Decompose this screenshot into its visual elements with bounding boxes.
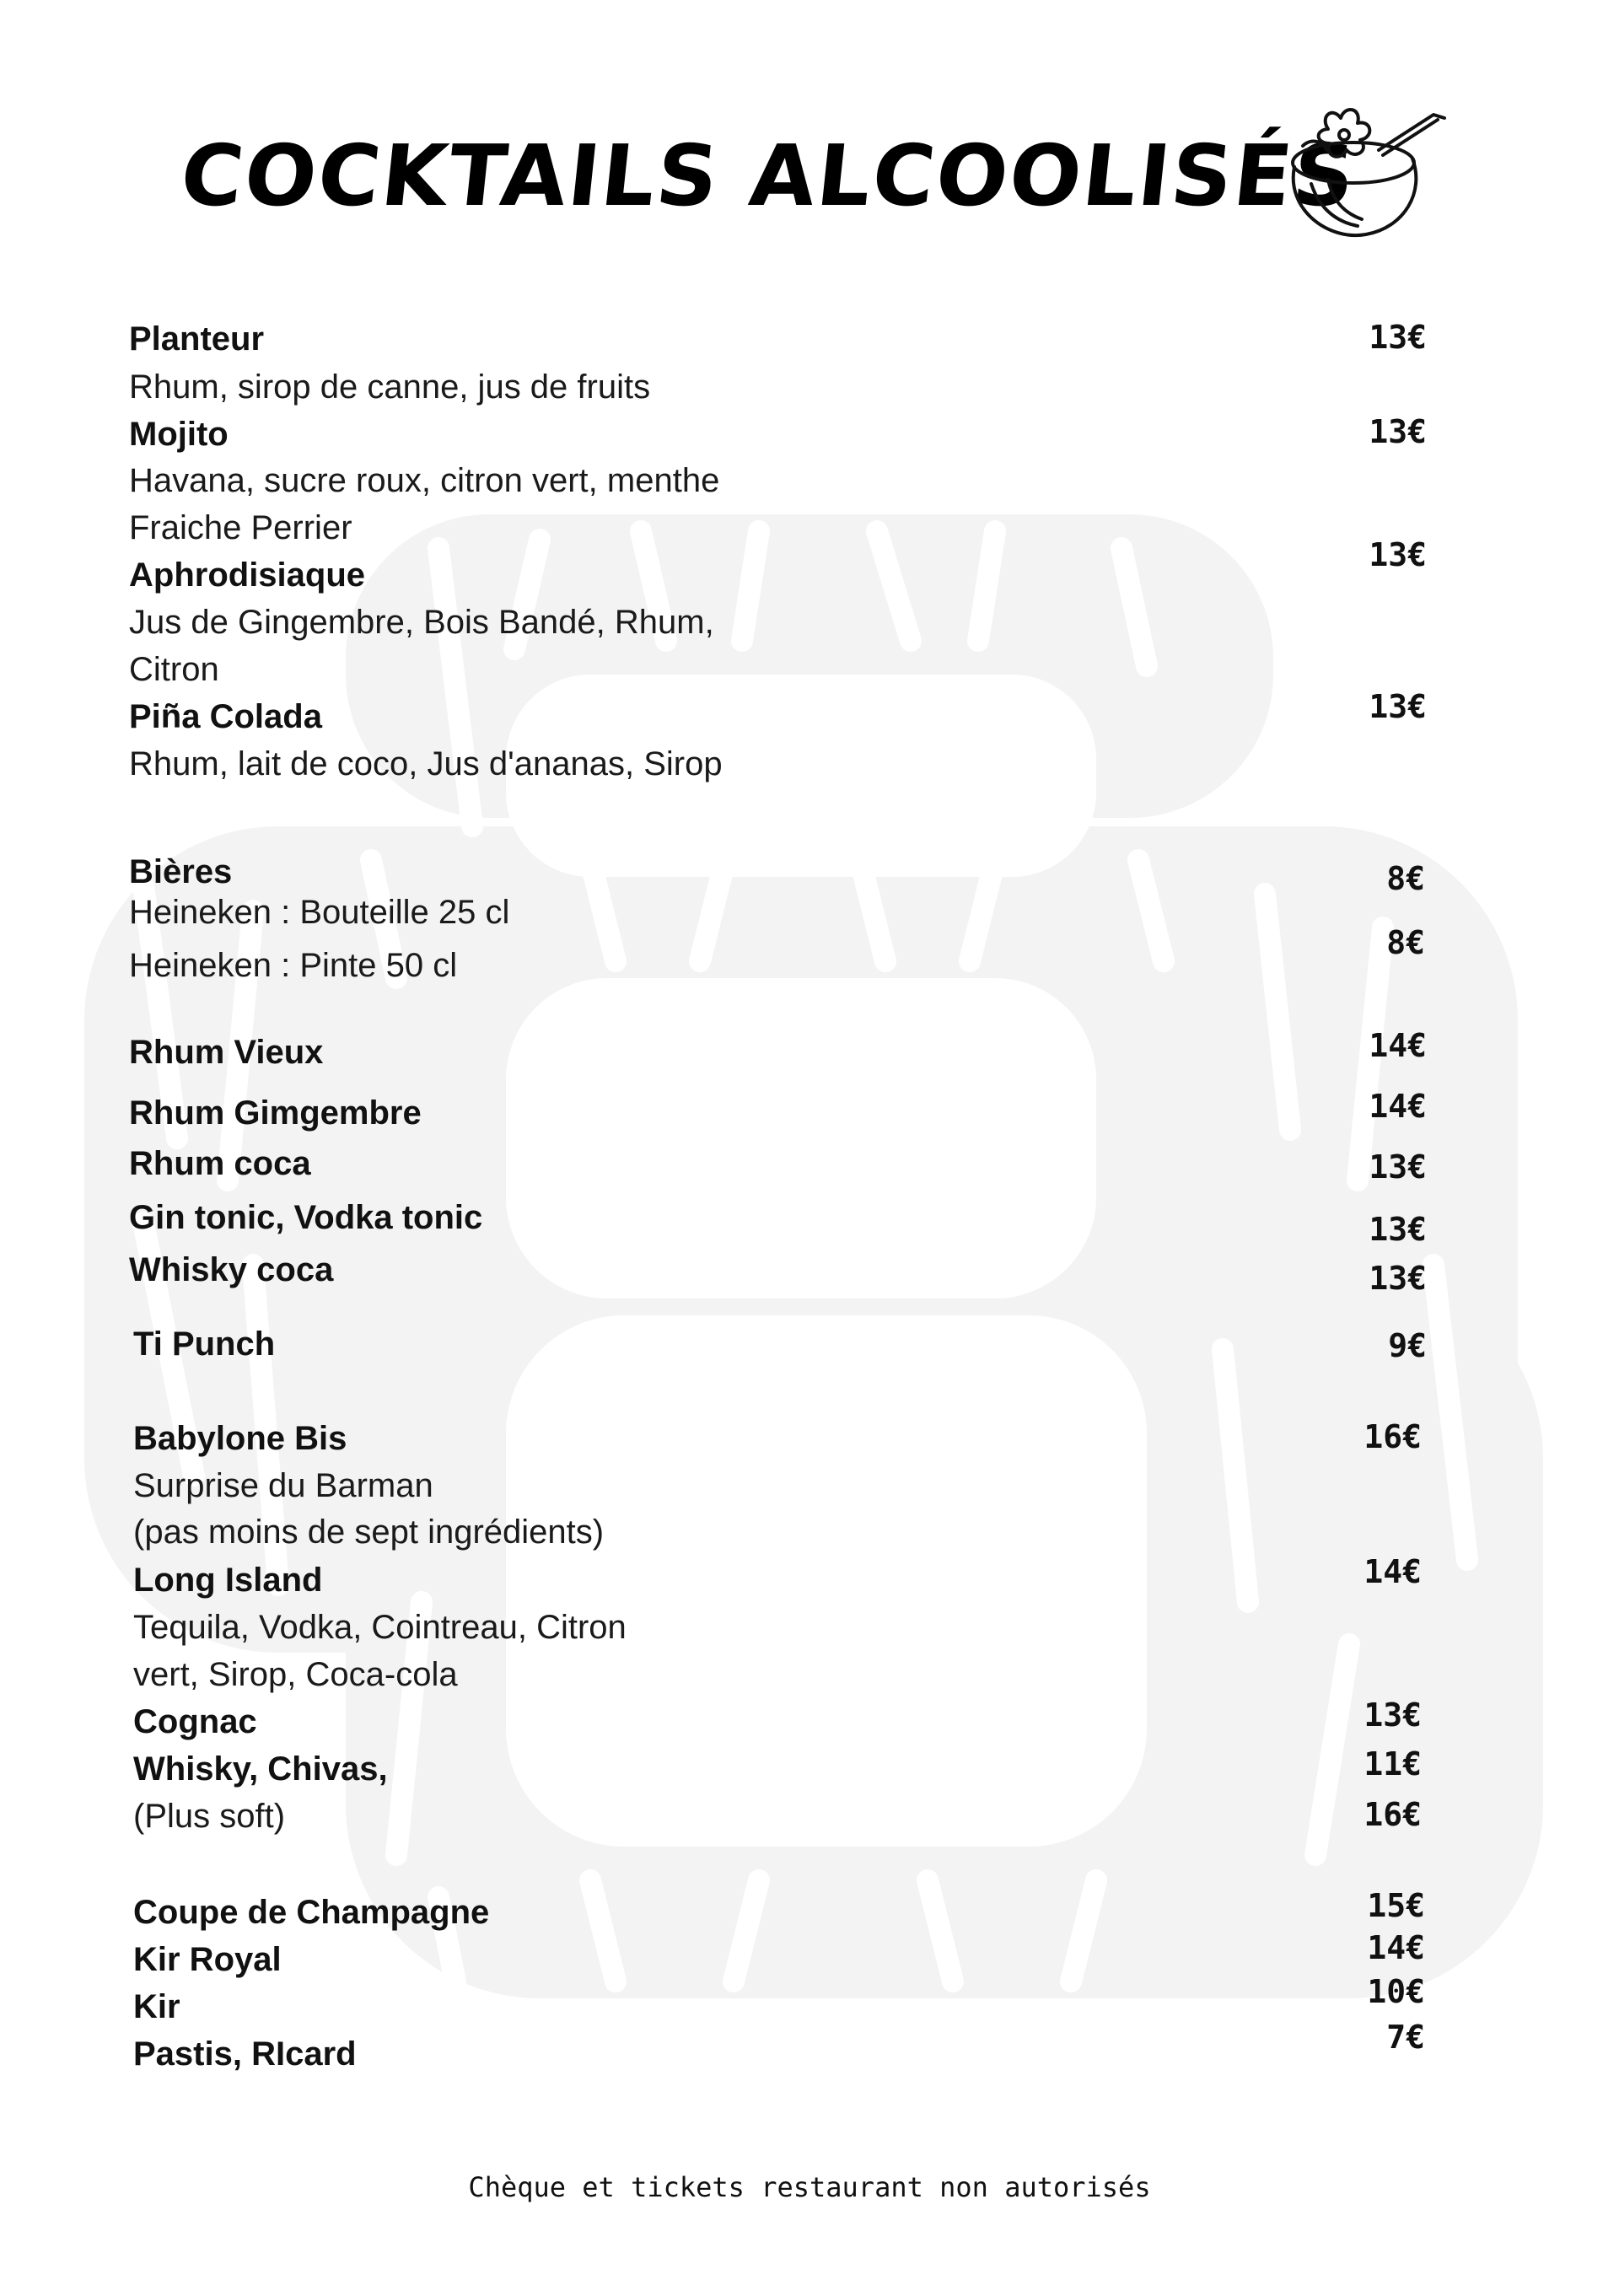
item-price: 13€ <box>1369 413 1427 450</box>
item-name: Pastis, RIcard <box>133 2035 357 2073</box>
item-description: (Plus soft) <box>133 1798 286 1835</box>
item-description: Rhum, sirop de canne, jus de fruits <box>129 368 651 406</box>
item-price: 9€ <box>1388 1327 1427 1364</box>
item-price: 13€ <box>1369 688 1427 725</box>
item-price: 13€ <box>1369 319 1427 356</box>
item-name: Mojito <box>129 416 229 453</box>
section-heading: Bières <box>129 853 233 890</box>
item-price: 13€ <box>1364 1696 1422 1734</box>
item-price: 16€ <box>1364 1418 1422 1455</box>
coconut-cocktail-icon <box>1277 99 1455 239</box>
item-price: 11€ <box>1364 1745 1422 1782</box>
item-name: Kir <box>133 1988 180 2025</box>
item-price: 13€ <box>1369 1260 1427 1297</box>
item-description: Heineken : Bouteille 25 cl <box>129 894 510 931</box>
item-name: Rhum Vieux <box>129 1034 324 1071</box>
item-description: Fraiche Perrier <box>129 509 352 546</box>
item-description: (pas moins de sept ingrédients) <box>133 1514 605 1551</box>
item-price: 8€ <box>1386 924 1425 961</box>
item-name: Long Island <box>133 1562 323 1599</box>
page-title: COCKTAILS ALCOOLISÉS <box>175 126 1361 225</box>
item-price: 13€ <box>1369 536 1427 573</box>
item-price: 14€ <box>1364 1553 1422 1590</box>
item-name: Whisky coca <box>129 1251 334 1288</box>
item-name: Aphrodisiaque <box>129 557 366 594</box>
item-description: vert, Sirop, Coca-cola <box>133 1656 458 1693</box>
item-name: Coupe de Champagne <box>133 1894 490 1931</box>
item-description: Havana, sucre roux, citron vert, menthe <box>129 462 720 499</box>
item-name: Kir Royal <box>133 1941 282 1978</box>
item-name: Ti Punch <box>133 1325 276 1363</box>
item-name: Planteur <box>129 320 265 358</box>
item-description: Surprise du Barman <box>133 1467 433 1504</box>
item-description: Citron <box>129 651 219 688</box>
item-price: 8€ <box>1386 860 1425 897</box>
item-price: 13€ <box>1369 1148 1427 1186</box>
item-price: 15€ <box>1367 1887 1425 1924</box>
item-name: Gin tonic, Vodka tonic <box>129 1199 483 1236</box>
item-price: 10€ <box>1367 1973 1425 2010</box>
item-name: Rhum coca <box>129 1145 311 1182</box>
item-price: 14€ <box>1369 1088 1427 1125</box>
item-price: 14€ <box>1367 1929 1425 1966</box>
item-name: Whisky, Chivas, <box>133 1750 388 1788</box>
item-name: Rhum Gimgembre <box>129 1094 422 1132</box>
item-description: Tequila, Vodka, Cointreau, Citron <box>133 1609 627 1646</box>
item-price: 14€ <box>1369 1027 1427 1064</box>
item-name: Cognac <box>133 1703 257 1740</box>
item-description: Heineken : Pinte 50 cl <box>129 947 458 984</box>
item-description: Jus de Gingembre, Bois Bandé, Rhum, <box>129 604 714 641</box>
item-price: 16€ <box>1364 1796 1422 1833</box>
payment-notice: Chèque et tickets restaurant non autorisés <box>468 2171 1151 2203</box>
item-price: 13€ <box>1369 1211 1427 1248</box>
item-price: 7€ <box>1386 2019 1425 2056</box>
item-name: Piña Colada <box>129 698 322 735</box>
item-name: Babylone Bis <box>133 1420 347 1457</box>
item-description: Rhum, lait de coco, Jus d'ananas, Sirop <box>129 745 723 782</box>
